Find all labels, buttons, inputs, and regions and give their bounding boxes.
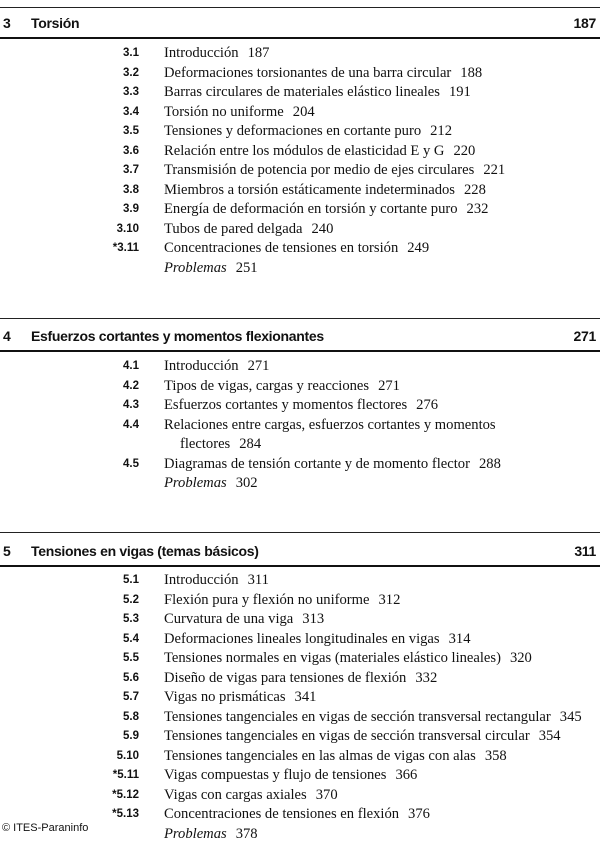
section-title [164, 239, 429, 259]
section-title-text: Tensiones tangenciales en las almas de vigas con alas [164, 747, 476, 764]
section-title-text: Curvatura de una viga [164, 611, 294, 627]
section-page: 271 [378, 377, 400, 394]
section-title [164, 669, 437, 689]
section-title [164, 474, 258, 494]
section-title-text: Diagramas de tensión cortante y de momento flector [164, 455, 470, 472]
section-title [164, 455, 501, 475]
chapter-number: 5 [3, 543, 11, 559]
section-number: *5.13 [112, 808, 139, 820]
section-number: 5.7 [123, 691, 139, 703]
section-title [164, 357, 269, 377]
section-title-text: Vigas no prismáticas [164, 689, 286, 705]
section-number: 5.1 [123, 574, 139, 586]
section-title [164, 766, 417, 786]
section-title-text: Energía de deformación en torsión y cortante puro [164, 201, 458, 217]
section-title-text: Deformaciones torsionantes de una barra circular [164, 64, 452, 81]
section-number: 3.9 [123, 203, 139, 215]
section-number: 3.6 [123, 144, 139, 157]
section-page: 358 [484, 747, 507, 764]
section-title [164, 649, 532, 669]
section-title-text: Esfuerzos cortantes y momentos flectores [164, 397, 408, 413]
section-number: 4.4 [123, 418, 139, 431]
section-title-text: Relación entre los módulos de elasticidad E y G [164, 142, 445, 159]
section-number: 3.10 [116, 222, 139, 235]
toc-entry [0, 630, 600, 650]
toc-entry [0, 44, 600, 64]
section-number: 3.1 [123, 47, 139, 59]
section-title-text: Introducción [164, 572, 239, 588]
section-page: 212 [430, 123, 453, 139]
section-title-text: Introducción [164, 45, 239, 61]
toc-entry [0, 727, 600, 747]
section-page: 240 [311, 220, 334, 237]
section-title [164, 259, 258, 279]
section-number: *3.11 [112, 242, 139, 254]
section-title [164, 64, 482, 84]
section-page: 332 [415, 669, 438, 686]
section-title-text: flectores [180, 436, 231, 452]
section-title [164, 142, 475, 162]
toc-entry [0, 649, 600, 669]
section-title [164, 200, 488, 220]
section-number: 5.2 [123, 593, 139, 606]
section-title-text: Concentraciones de tensiones en torsión [164, 240, 399, 256]
section-page: 249 [407, 240, 430, 256]
section-title [164, 181, 486, 201]
section-title-text: Barras circulares de materiales elástico lineales [164, 84, 440, 100]
section-number: 5.6 [123, 671, 139, 684]
section-title-text: Problemas [164, 259, 227, 276]
section-title [164, 708, 582, 728]
section-title [164, 786, 338, 806]
toc-entry [0, 825, 600, 845]
section-title-text: Tensiones y deformaciones en cortante puro [164, 123, 422, 139]
section-title [164, 610, 324, 630]
chapter-page: 271 [573, 328, 596, 344]
toc-entry [0, 181, 600, 201]
section-title-text: Relaciones entre cargas, esfuerzos cortantes y momentos [164, 416, 496, 433]
section-number: 5.3 [123, 613, 139, 625]
toc-entry [0, 416, 600, 436]
section-page: 221 [483, 162, 506, 178]
section-page: 220 [453, 142, 476, 159]
toc-entry [0, 142, 600, 162]
section-number: 4.5 [123, 457, 139, 470]
section-title [164, 103, 315, 123]
section-title-text: Vigas compuestas y flujo de tensiones [164, 767, 387, 783]
section-number: 5.10 [116, 749, 139, 762]
toc-entry [0, 220, 600, 240]
toc-entry [0, 747, 600, 767]
section-page: 314 [448, 630, 471, 647]
toc-entry [0, 786, 600, 806]
section-title-text: Introducción [164, 358, 239, 374]
section-page: 187 [247, 45, 270, 61]
section-title-text: Problemas [164, 475, 227, 491]
section-page: 370 [315, 786, 338, 803]
toc-entry [0, 161, 600, 181]
section-title [164, 805, 430, 825]
toc-entry [0, 688, 600, 708]
chapter-title: Torsión [31, 15, 80, 31]
toc-entry [0, 239, 600, 259]
toc-entry [0, 83, 600, 103]
section-title-text: Problemas [164, 825, 227, 842]
toc-entry [0, 610, 600, 630]
chapter-3-header [0, 15, 600, 39]
chapter-4-top-rule [0, 318, 600, 319]
section-page: 284 [239, 436, 262, 452]
section-title-text: Tipos de vigas, cargas y reacciones [164, 377, 370, 394]
section-number: 4.3 [123, 399, 139, 411]
chapter-4-entries [0, 357, 600, 494]
section-title [164, 44, 269, 64]
toc-entry [0, 259, 600, 279]
section-number: 3.8 [123, 183, 139, 196]
section-page: 341 [294, 689, 317, 705]
section-title-text: Tensiones tangenciales en vigas de sección transversal rectangular [164, 708, 551, 725]
section-page: 354 [538, 728, 561, 744]
section-title [164, 220, 333, 240]
section-title [164, 396, 438, 416]
chapter-3-entries [0, 44, 600, 278]
section-title [164, 688, 316, 708]
section-number: 3.3 [123, 86, 139, 98]
section-number: 5.9 [123, 730, 139, 742]
chapter-5-top-rule [0, 532, 600, 533]
section-title [164, 747, 507, 767]
toc-entry [0, 669, 600, 689]
section-title [164, 161, 505, 181]
section-page: 345 [559, 708, 582, 725]
toc-entry [0, 435, 600, 455]
section-number: 4.1 [123, 360, 139, 372]
section-page: 191 [448, 84, 471, 100]
section-page: 378 [235, 825, 258, 842]
section-page: 188 [460, 64, 483, 81]
section-number: 5.4 [123, 632, 139, 645]
section-page: 288 [478, 455, 501, 472]
section-number: 3.7 [123, 164, 139, 176]
section-title-text: Transmisión de potencia por medio de ejes circulares [164, 162, 475, 178]
section-title-text: Tubos de pared delgada [164, 220, 303, 237]
chapter-number: 3 [3, 15, 11, 31]
section-title-text: Vigas con cargas axiales [164, 786, 307, 803]
chapter-page: 187 [573, 15, 596, 31]
section-title-text: Tensiones normales en vigas (materiales elástico lineales) [164, 650, 501, 666]
section-title-text: Deformaciones lineales longitudinales en vigas [164, 630, 440, 647]
section-page: 376 [408, 806, 430, 822]
section-title [180, 435, 261, 455]
section-page: 313 [302, 611, 325, 627]
section-page: 366 [395, 767, 418, 783]
section-page: 251 [235, 259, 258, 276]
section-title-text: Concentraciones de tensiones en flexión [164, 806, 400, 822]
section-page: 204 [292, 103, 315, 120]
toc-entry [0, 474, 600, 494]
copyright-notice: © ITES-Paraninfo [2, 822, 89, 834]
toc-entry [0, 103, 600, 123]
section-title [164, 83, 471, 103]
toc-entry [0, 766, 600, 786]
section-title [164, 727, 561, 747]
section-page: 311 [247, 572, 269, 588]
section-title [164, 377, 400, 397]
chapter-3-top-rule [0, 7, 600, 8]
section-title-text: Flexión pura y flexión no uniforme [164, 591, 370, 608]
section-title-text: Tensiones tangenciales en vigas de sección transversal circular [164, 728, 530, 744]
chapter-page: 311 [574, 543, 596, 559]
section-title [164, 416, 496, 436]
toc-entry [0, 64, 600, 84]
section-title [164, 630, 470, 650]
section-number: 3.5 [123, 125, 139, 137]
chapter-4-header [0, 328, 600, 352]
toc-entry [0, 377, 600, 397]
toc-entry [0, 805, 600, 825]
toc-entry [0, 357, 600, 377]
section-number: *5.12 [112, 788, 139, 801]
section-title-text: Torsión no uniforme [164, 103, 284, 120]
chapter-title: Tensiones en vigas (temas básicos) [31, 543, 259, 559]
section-title-text: Diseño de vigas para tensiones de flexión [164, 669, 407, 686]
toc-entry [0, 455, 600, 475]
toc-entry [0, 708, 600, 728]
section-page: 302 [235, 475, 258, 491]
toc-entry [0, 591, 600, 611]
toc-entry [0, 571, 600, 591]
section-page: 228 [463, 181, 486, 198]
section-number: *5.11 [112, 769, 139, 781]
chapter-5-header [0, 543, 600, 567]
section-number: 4.2 [123, 379, 139, 392]
section-title [164, 122, 452, 142]
section-title-text: Miembros a torsión estáticamente indeterminados [164, 181, 455, 198]
section-number: 3.2 [123, 66, 139, 79]
toc-entry [0, 122, 600, 142]
toc-entry [0, 396, 600, 416]
section-page: 320 [509, 650, 532, 666]
section-number: 5.5 [123, 652, 139, 664]
chapter-4-bottom-rule [0, 350, 600, 352]
section-title [164, 571, 269, 591]
chapter-number: 4 [3, 328, 11, 344]
section-page: 232 [466, 201, 489, 217]
section-number: 5.8 [123, 710, 139, 723]
section-page: 312 [378, 591, 401, 608]
toc-entry [0, 200, 600, 220]
section-title [164, 825, 258, 845]
section-number: 3.4 [123, 105, 139, 118]
section-page: 276 [416, 397, 439, 413]
chapter-title: Esfuerzos cortantes y momentos flexionantes [31, 328, 324, 344]
section-page: 271 [247, 358, 270, 374]
section-title [164, 591, 400, 611]
chapter-5-entries [0, 571, 600, 844]
chapter-5-bottom-rule [0, 565, 600, 567]
chapter-3-bottom-rule [0, 37, 600, 39]
